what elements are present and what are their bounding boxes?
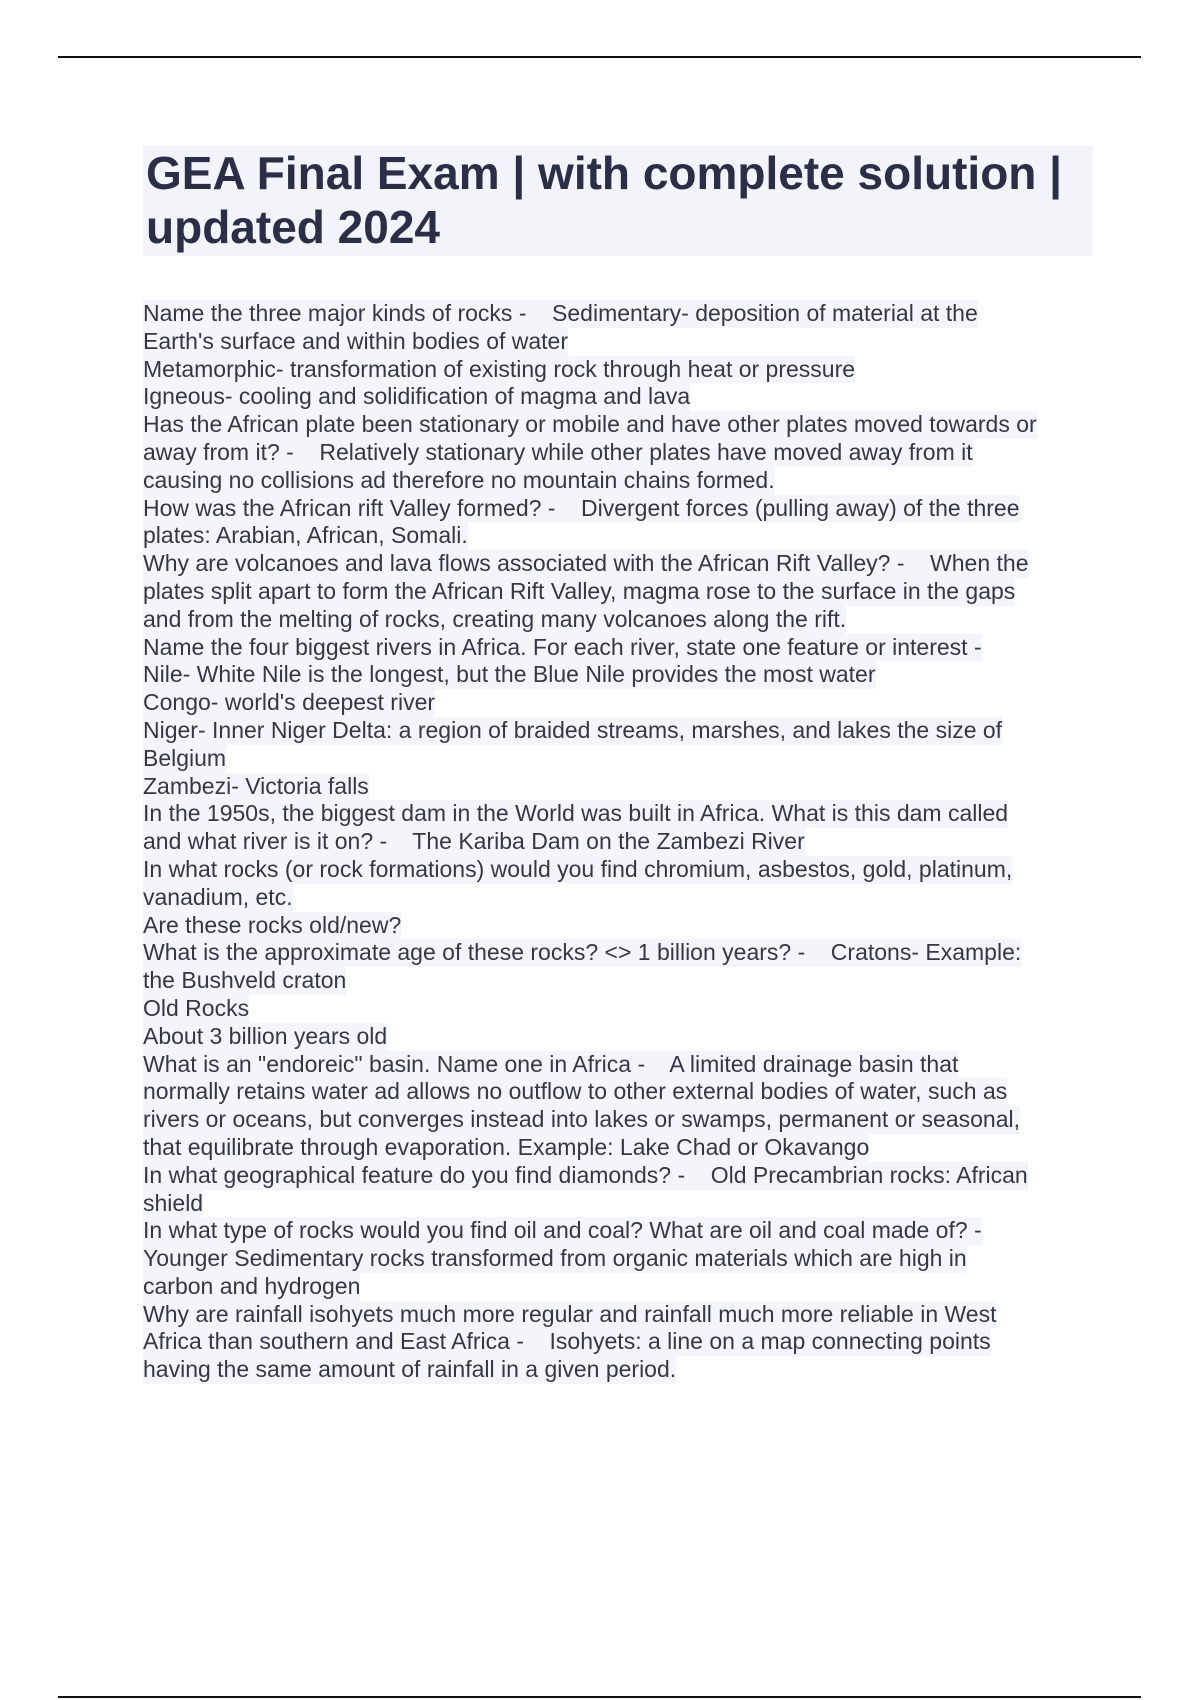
text-line: normally retains water ad allows no outflow to other external bodies of water, such as — [143, 1078, 1008, 1105]
text-line: rivers or oceans, but converges instead into lakes or swamps, permanent or seasonal, — [143, 1106, 1020, 1133]
text-line: the Bushveld craton — [143, 967, 347, 994]
text-line: What is an "endoreic" basin. Name one in Africa - A limited drainage basin that — [143, 1050, 959, 1077]
text-line: plates: Arabian, African, Somali. — [143, 522, 468, 549]
text-line: Name the three major kinds of rocks - Sedimentary- deposition of material at the — [143, 300, 978, 326]
bottom-rule — [58, 1696, 1141, 1698]
text-line: away from it? - Relatively stationary while other plates have moved away from it — [143, 438, 973, 465]
text-line: In what type of rocks would you find oil and coal? What are oil and coal made of? - — [143, 1217, 982, 1244]
text-line: vanadium, etc. — [143, 883, 293, 910]
text-line: Old Rocks — [143, 994, 250, 1021]
text-line: What is the approximate age of these rocks? <> 1 billion years? - Cratons- Example: — [143, 939, 1022, 966]
text-line: Congo- world's deepest river — [143, 689, 436, 716]
text-line: and what river is it on? - The Kariba Dam on the Zambezi River — [143, 828, 805, 855]
text-line: and from the melting of rocks, creating many volcanoes along the rift. — [143, 605, 847, 632]
text-line: Nile- White Nile is the longest, but the Blue Nile provides the most water — [143, 661, 876, 688]
text-line: Earth's surface and within bodies of water — [143, 327, 569, 354]
text-line: In what rocks (or rock formations) would you find chromium, asbestos, gold, platinum, — [143, 855, 1013, 882]
text-line: Niger- Inner Niger Delta: a region of braided streams, marshes, and lakes the size of — [143, 716, 1003, 743]
text-line: having the same amount of rainfall in a given period. — [143, 1356, 677, 1383]
text-line: About 3 billion years old — [143, 1022, 388, 1049]
document-body — [143, 300, 1093, 1384]
text-line: Why are volcanoes and lava flows associated with the African Rift Valley? - When the — [143, 550, 1029, 577]
text-line: Name the four biggest rivers in Africa. For each river, state one feature or interest - — [143, 633, 982, 660]
text-line: In the 1950s, the biggest dam in the World was built in Africa. What is this dam called — [143, 800, 1009, 827]
top-rule — [58, 56, 1141, 58]
text-line: Why are rainfall isohyets much more regular and rainfall much more reliable in West — [143, 1300, 997, 1327]
text-line: shield — [143, 1189, 204, 1216]
text-line: Belgium — [143, 744, 227, 771]
document-title: GEA Final Exam | with complete solution | updated 2024 — [146, 147, 1063, 253]
text-line: Metamorphic- transformation of existing rock through heat or pressure — [143, 355, 856, 382]
text-line: Zambezi- Victoria falls — [143, 772, 369, 799]
text-line: that equilibrate through evaporation. Example: Lake Chad or Okavango — [143, 1133, 870, 1160]
text-line: Younger Sedimentary rocks transformed from organic materials which are high in — [143, 1245, 967, 1272]
text-line: plates split apart to form the African Rift Valley, magma rose to the surface in the gaps — [143, 577, 1016, 604]
text-line: carbon and hydrogen — [143, 1272, 361, 1299]
text-line: Has the African plate been stationary or mobile and have other plates moved towards or — [143, 411, 1037, 438]
title-block — [143, 146, 1093, 256]
text-line: How was the African rift Valley formed? - Divergent forces (pulling away) of the three — [143, 494, 1020, 521]
text-line: causing no collisions ad therefore no mountain chains formed. — [143, 466, 775, 493]
text-line: Igneous- cooling and solidification of magma and lava — [143, 383, 691, 410]
text-line: Are these rocks old/new? — [143, 911, 402, 938]
text-line: Africa than southern and East Africa - Isohyets: a line on a map connecting points — [143, 1328, 991, 1355]
text-line: In what geographical feature do you find diamonds? - Old Precambrian rocks: African — [143, 1161, 1028, 1188]
